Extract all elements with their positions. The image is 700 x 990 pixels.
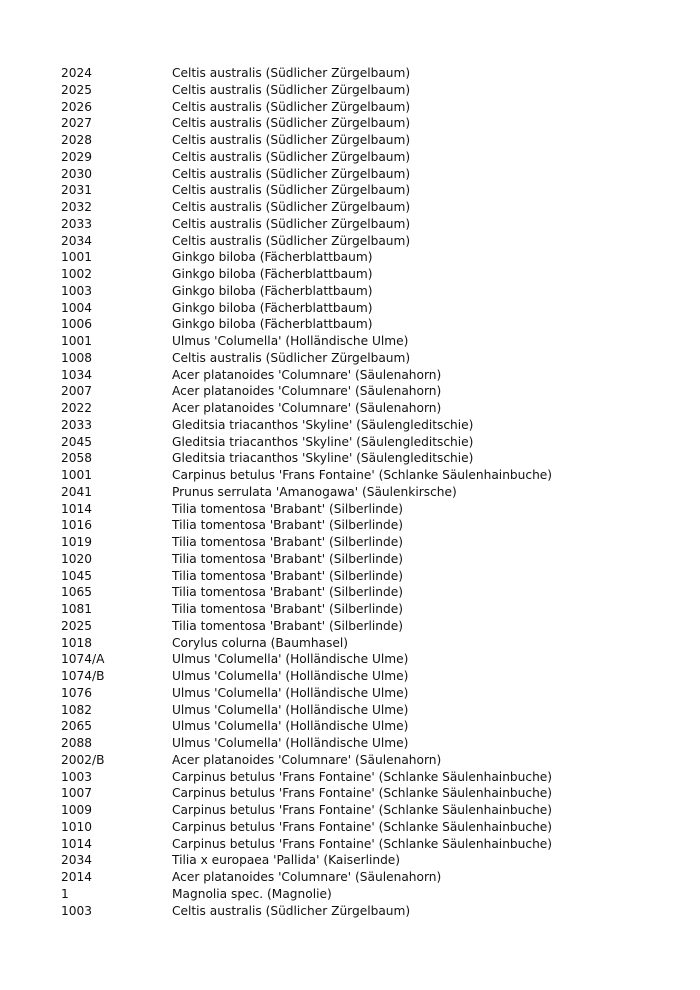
- tree-number: 2034: [61, 233, 93, 248]
- list-item: [61, 852, 681, 869]
- tree-number: 2045: [61, 434, 93, 449]
- tree-species: Celtis australis (Südlicher Zürgelbaum): [172, 903, 411, 918]
- list-item: [61, 316, 681, 333]
- tree-number: 1074/A: [61, 652, 105, 667]
- list-item: [61, 568, 681, 585]
- tree-species: Ulmus 'Columella' (Holländische Ulme): [172, 719, 409, 734]
- tree-species: Acer platanoides 'Columnare' (Säulenahorn): [172, 384, 442, 399]
- tree-number: 1081: [61, 602, 93, 616]
- tree-number: 1034: [61, 367, 93, 382]
- tree-number: 2028: [61, 133, 93, 147]
- list-item: [61, 383, 681, 400]
- tree-species: Gleditsia triacanthos 'Skyline' (Säulengleditschie): [172, 417, 474, 432]
- list-item: [61, 216, 681, 233]
- tree-species: Carpinus betulus 'Frans Fontaine' (Schlanke Säulenhainbuche): [172, 786, 553, 801]
- list-item: [61, 82, 681, 99]
- tree-species: Acer platanoides 'Columnare' (Säulenahorn): [172, 870, 442, 884]
- tree-species: Ulmus 'Columella' (Holländische Ulme): [172, 669, 409, 683]
- tree-species: Ulmus 'Columella' (Holländische Ulme): [172, 652, 409, 667]
- list-item: [61, 517, 681, 534]
- list-item: [61, 702, 681, 719]
- tree-number: 2034: [61, 853, 93, 868]
- list-item: [61, 350, 681, 367]
- tree-number: 1: [61, 886, 69, 901]
- tree-species: Tilia tomentosa 'Brabant' (Silberlinde): [172, 501, 403, 516]
- tree-number: 2025: [61, 82, 93, 97]
- tree-number: 2029: [61, 149, 93, 164]
- list-item: [61, 501, 681, 518]
- list-item: [61, 400, 681, 417]
- tree-number: 1006: [61, 317, 93, 332]
- tree-species: Gleditsia triacanthos 'Skyline' (Säulengleditschie): [172, 451, 474, 466]
- tree-species: Tilia tomentosa 'Brabant' (Silberlinde): [172, 568, 403, 583]
- list-item: [61, 417, 681, 434]
- tree-species: Carpinus betulus 'Frans Fontaine' (Schlanke Säulenhainbuche): [172, 803, 553, 817]
- tree-species: Ulmus 'Columella' (Holländische Ulme): [172, 334, 409, 348]
- tree-number: 2032: [61, 200, 93, 214]
- tree-number: 2024: [61, 66, 93, 80]
- tree-number: 2007: [61, 384, 93, 399]
- tree-list: [61, 65, 681, 919]
- list-item: [61, 635, 681, 652]
- list-item: [61, 65, 681, 82]
- list-item: [61, 785, 681, 802]
- tree-number: 2033: [61, 417, 93, 432]
- list-item: [61, 618, 681, 635]
- list-item: [61, 819, 681, 836]
- tree-species: Celtis australis (Südlicher Zürgelbaum): [172, 200, 411, 214]
- list-item: [61, 249, 681, 266]
- list-item: [61, 132, 681, 149]
- tree-species: Ginkgo biloba (Fächerblattbaum): [172, 283, 373, 298]
- tree-species: Carpinus betulus 'Frans Fontaine' (Schlanke Säulenhainbuche): [172, 836, 553, 851]
- tree-number: 1007: [61, 786, 93, 801]
- tree-number: 2033: [61, 216, 93, 231]
- list-item: [61, 769, 681, 786]
- list-item: [61, 869, 681, 886]
- list-item: [61, 283, 681, 300]
- list-item: [61, 903, 681, 920]
- tree-species: Acer platanoides 'Columnare' (Säulenahorn): [172, 367, 442, 382]
- tree-species: Ginkgo biloba (Fächerblattbaum): [172, 267, 373, 281]
- list-item: [61, 115, 681, 132]
- tree-number: 2031: [61, 183, 93, 198]
- tree-number: 1074/B: [61, 669, 105, 683]
- tree-number: 1014: [61, 836, 93, 851]
- tree-species: Acer platanoides 'Columnare' (Säulenahorn): [172, 401, 442, 415]
- tree-number: 2088: [61, 736, 93, 750]
- tree-number: 2058: [61, 451, 93, 466]
- list-item: [61, 99, 681, 116]
- tree-number: 2014: [61, 870, 93, 884]
- tree-species: Tilia tomentosa 'Brabant' (Silberlinde): [172, 535, 403, 549]
- tree-species: Acer platanoides 'Columnare' (Säulenahorn): [172, 752, 442, 767]
- list-item: [61, 484, 681, 501]
- tree-number: 2041: [61, 484, 93, 499]
- tree-number: 1003: [61, 769, 93, 784]
- list-item: [61, 718, 681, 735]
- tree-number: 1018: [61, 635, 93, 650]
- tree-species: Celtis australis (Südlicher Zürgelbaum): [172, 82, 411, 97]
- tree-species: Carpinus betulus 'Frans Fontaine' (Schlanke Säulenhainbuche): [172, 769, 553, 784]
- list-item: [61, 886, 681, 903]
- list-item: [61, 233, 681, 250]
- tree-number: 1003: [61, 283, 93, 298]
- tree-species: Celtis australis (Südlicher Zürgelbaum): [172, 133, 411, 147]
- list-item: [61, 584, 681, 601]
- tree-species: Carpinus betulus 'Frans Fontaine' (Schlanke Säulenhainbuche): [172, 468, 553, 482]
- list-item: [61, 534, 681, 551]
- tree-species: Tilia tomentosa 'Brabant' (Silberlinde): [172, 518, 403, 533]
- tree-species: Magnolia spec. (Magnolie): [172, 886, 332, 901]
- tree-species: Tilia x europaea 'Pallida' (Kaiserlinde): [172, 853, 401, 868]
- list-item: [61, 601, 681, 618]
- list-item: [61, 467, 681, 484]
- list-item: [61, 836, 681, 853]
- tree-species: Celtis australis (Südlicher Zürgelbaum): [172, 166, 411, 181]
- list-item: [61, 685, 681, 702]
- tree-species: Celtis australis (Südlicher Zürgelbaum): [172, 233, 411, 248]
- tree-number: 1001: [61, 334, 93, 348]
- tree-number: 1001: [61, 250, 93, 265]
- tree-species: Tilia tomentosa 'Brabant' (Silberlinde): [172, 618, 403, 633]
- tree-species: Celtis australis (Südlicher Zürgelbaum): [172, 183, 411, 198]
- list-item: [61, 166, 681, 183]
- tree-number: 2002/B: [61, 752, 105, 767]
- tree-number: 1003: [61, 903, 93, 918]
- tree-species: Celtis australis (Südlicher Zürgelbaum): [172, 216, 411, 231]
- tree-species: Ulmus 'Columella' (Holländische Ulme): [172, 702, 409, 717]
- list-item: [61, 668, 681, 685]
- tree-species: Ginkgo biloba (Fächerblattbaum): [172, 317, 373, 332]
- list-item: [61, 735, 681, 752]
- tree-species: Gleditsia triacanthos 'Skyline' (Säulengleditschie): [172, 434, 474, 449]
- tree-species: Celtis australis (Südlicher Zürgelbaum): [172, 116, 411, 131]
- tree-number: 1016: [61, 518, 93, 533]
- tree-number: 1076: [61, 685, 93, 700]
- tree-number: 1010: [61, 819, 93, 834]
- tree-number: 1001: [61, 468, 93, 482]
- tree-number: 2030: [61, 166, 93, 181]
- tree-species: Tilia tomentosa 'Brabant' (Silberlinde): [172, 602, 403, 616]
- tree-number: 1008: [61, 350, 93, 365]
- list-item: [61, 651, 681, 668]
- tree-number: 1002: [61, 267, 93, 281]
- tree-number: 1065: [61, 585, 93, 600]
- tree-number: 1009: [61, 803, 93, 817]
- tree-number: 1019: [61, 535, 93, 549]
- list-item: [61, 300, 681, 317]
- tree-species: Ulmus 'Columella' (Holländische Ulme): [172, 685, 409, 700]
- list-item: [61, 367, 681, 384]
- tree-number: 2025: [61, 618, 93, 633]
- tree-species: Celtis australis (Südlicher Zürgelbaum): [172, 99, 411, 114]
- list-item: [61, 182, 681, 199]
- list-item: [61, 333, 681, 350]
- tree-number: 2022: [61, 401, 93, 415]
- list-item: [61, 752, 681, 769]
- tree-number: 1045: [61, 568, 93, 583]
- tree-species: Celtis australis (Südlicher Zürgelbaum): [172, 350, 411, 365]
- list-item: [61, 434, 681, 451]
- tree-species: Tilia tomentosa 'Brabant' (Silberlinde): [172, 585, 403, 600]
- tree-species: Ginkgo biloba (Fächerblattbaum): [172, 300, 373, 315]
- tree-species: Celtis australis (Südlicher Zürgelbaum): [172, 66, 411, 80]
- tree-number: 1082: [61, 702, 93, 717]
- tree-number: 2026: [61, 99, 93, 114]
- list-item: [61, 450, 681, 467]
- tree-species: Ginkgo biloba (Fächerblattbaum): [172, 250, 373, 265]
- tree-species: Carpinus betulus 'Frans Fontaine' (Schlanke Säulenhainbuche): [172, 819, 553, 834]
- tree-species: Tilia tomentosa 'Brabant' (Silberlinde): [172, 551, 403, 566]
- list-item: [61, 551, 681, 568]
- tree-number: 1014: [61, 501, 93, 516]
- list-item: [61, 199, 681, 216]
- list-item: [61, 802, 681, 819]
- list-item: [61, 149, 681, 166]
- tree-species: Ulmus 'Columella' (Holländische Ulme): [172, 736, 409, 750]
- tree-species: Celtis australis (Südlicher Zürgelbaum): [172, 149, 411, 164]
- tree-number: 2027: [61, 116, 93, 131]
- tree-number: 1004: [61, 300, 93, 315]
- tree-number: 1020: [61, 551, 93, 566]
- list-item: [61, 266, 681, 283]
- tree-species: Corylus colurna (Baumhasel): [172, 635, 349, 650]
- tree-species: Prunus serrulata 'Amanogawa' (Säulenkirsche): [172, 484, 457, 499]
- tree-number: 2065: [61, 719, 93, 734]
